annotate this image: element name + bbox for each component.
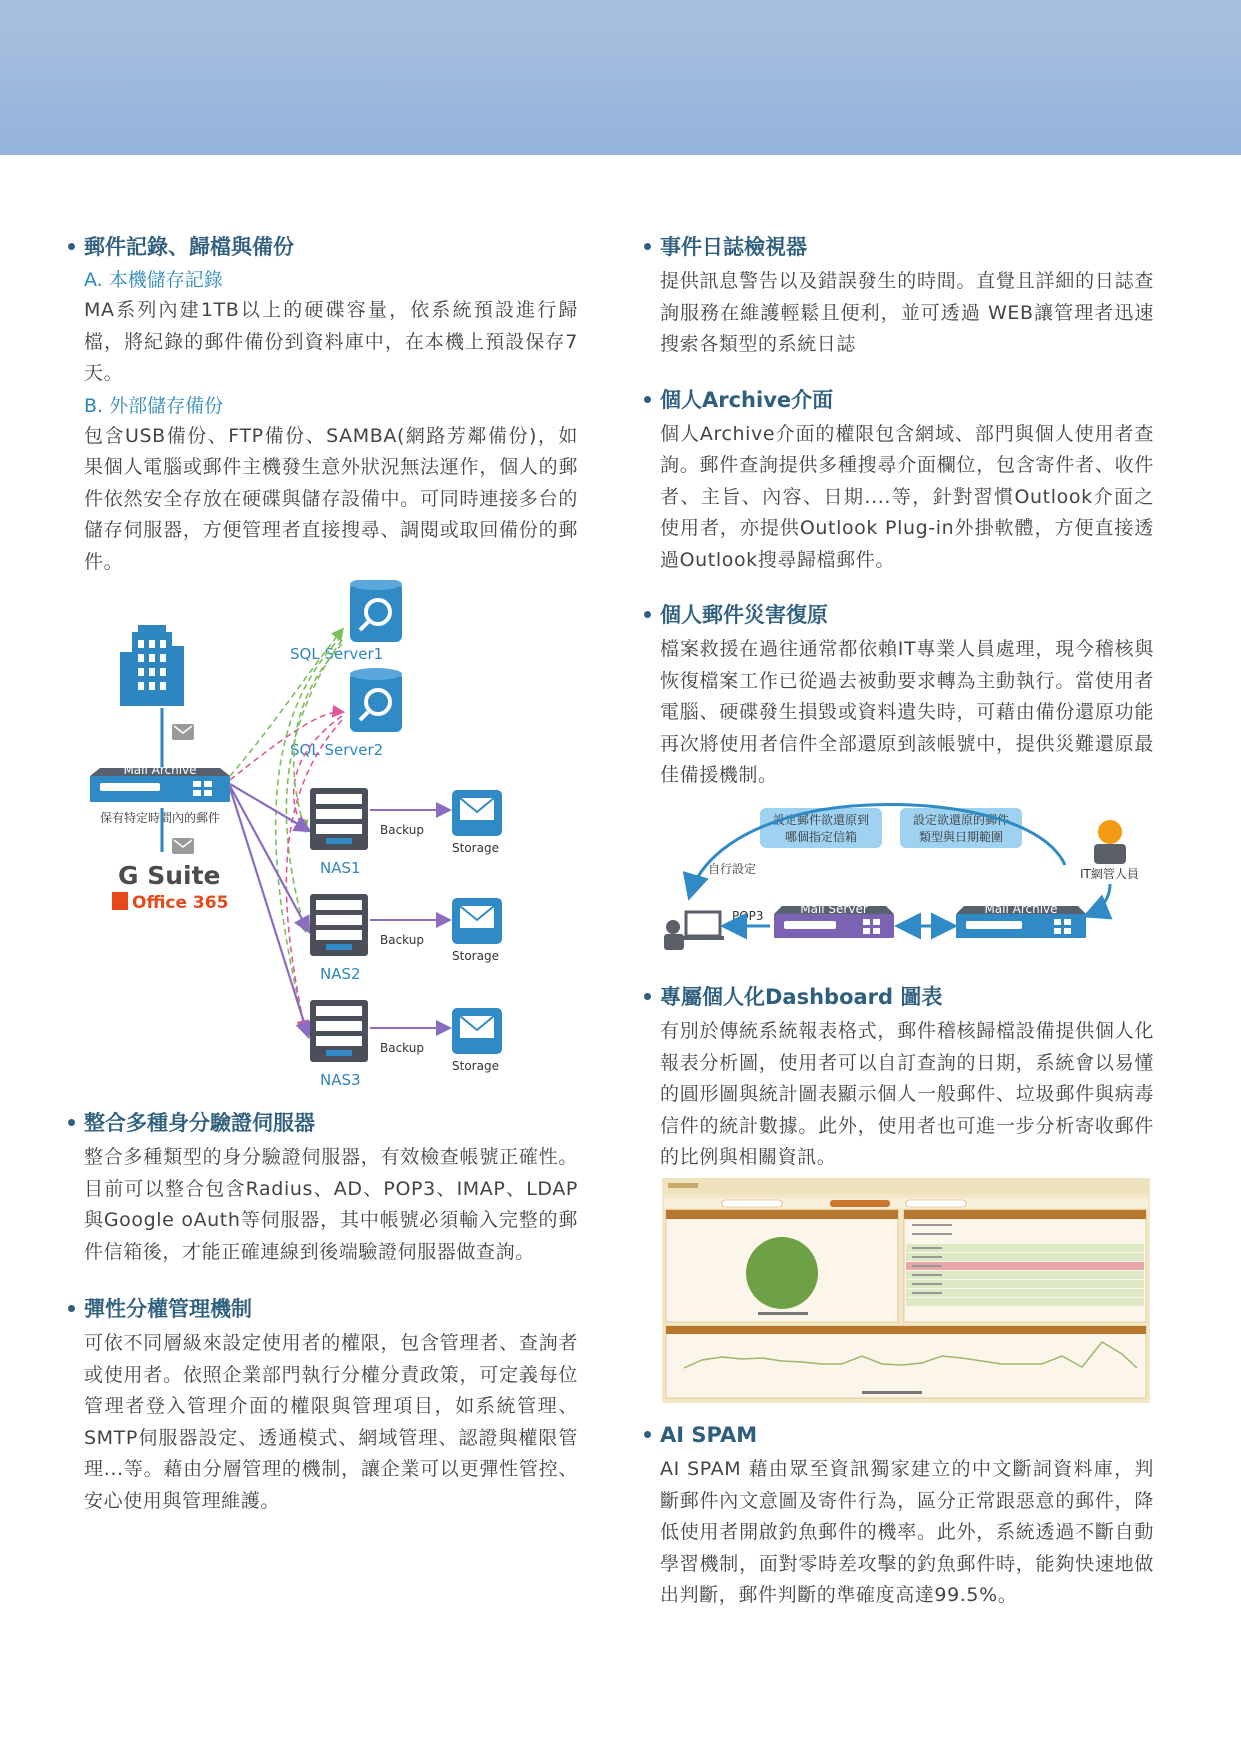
paragraph-local: MA系列內建1TB以上的硬碟容量，依系統預設進行歸檔，將紀錄的郵件備份到資料庫中，在本機上預設保存7天。 [84,299,578,384]
storage-label: Storage [452,1059,499,1073]
section-title-text: 專屬個人化Dashboard 圖表 [660,985,943,1009]
section-title-text: 整合多種身分驗證伺服器 [84,1111,315,1135]
office365-logo: Office 365 [132,893,229,913]
section-title-recovery [644,600,1154,630]
section-title-text: 個人Archive介面 [660,387,834,412]
backup-label: Backup [380,933,424,947]
bullet-icon [644,396,651,403]
pop3-label: POP3 [732,909,764,923]
sql-server-2-label: SQL Server2 [290,741,384,759]
section-title-text: 事件日誌檢視器 [660,235,807,259]
paragraph-dashboard: 有別於傳統系統報表格式，郵件稽核歸檔設備提供個人化報表分析圖，使用者可以自訂查詢的日期，系統會以易懂的圓形圖與統計圖表顯示個人一般郵件、垃圾郵件與病毒信件的統計數據。此外，使用者也可進一步分析寄收郵件的比例與相關資訊。 [660,1020,1154,1168]
step-box-1-line2: 哪個指定信箱 [784,830,858,844]
left-column-lower [68,1108,578,1517]
backup-diagram [80,580,580,1100]
sql-server-1-label: SQL Server1 [290,645,384,663]
section-title-text: 個人郵件災害復原 [660,603,828,627]
paragraph-ai-spam: AI SPAM 藉由眾至資訊獨家建立的中文斷詞資料庫，判斷郵件內文意圖及寄件行為，區分正常跟惡意的郵件，降低使用者開啟釣魚郵件的機率。此外，系統透過不斷自動學習機制，面對零時差攻擊的釣魚郵件時，能夠快速地做出判斷，郵件判斷的準確度高達99.5%。 [660,1458,1154,1606]
bullet-icon [68,1119,75,1126]
gsuite-logo: G Suite [118,861,221,890]
it-admin-label: IT網管人員 [1080,867,1139,881]
section-title-text: 彈性分權管理機制 [84,1297,252,1321]
mail-server-label: Mail Server [800,902,868,916]
keep-label: 保有特定時間內的郵件 [99,811,221,825]
section-title-auth [68,1108,578,1138]
office-icon [112,892,128,910]
section-title-permission [68,1294,578,1324]
paragraph-external: 包含USB備份、FTP備份、SAMBA(網路芳鄰備份)，如果個人電腦或郵件主機發生意外狀況無法運作，個人的郵件依然安全存放在硬碟與儲存設備中。可同時連接多台的儲存伺服器，方便管理者直接搜尋、調閱或取回備份的郵件。 [84,424,578,573]
mail-archive-label: Mail Archive [984,902,1058,916]
sql-server-1-icon [350,580,402,642]
nas-2-label: NAS2 [320,965,361,983]
bullet-icon [68,1305,75,1312]
right-column-lower [644,1420,1154,1612]
nas-3-icon [310,1000,368,1062]
section-title-ai-spam [644,1420,1154,1450]
user-pc-icon [664,912,724,950]
bullet-icon [68,243,75,250]
section-title-event-log [644,232,1154,262]
it-admin-icon [1094,820,1126,864]
mail-archive-device [90,763,230,802]
building-icon [120,625,184,706]
sql-server-2-icon [350,668,402,732]
dashboard-screenshot [662,1178,1150,1403]
storage-1-icon [452,790,502,836]
subheading-external: B. 外部儲存備份 [84,394,224,417]
paragraph-recovery: 檔案救援在過往通常都依賴IT專業人員處理，現今稽核與恢復檔案工作已從過去被動要求轉為主動執行。當使用者電腦、硬碟發生損毀或資料遺失時，可藉由備份還原功能再次將使用者信件全部還原到該帳號中，提供災難還原最佳備援機制。 [660,638,1154,786]
bullet-icon [644,993,651,1000]
subheading-local: A. 本機儲存記錄 [84,269,223,291]
storage-label: Storage [452,949,499,963]
backup-label: Backup [380,823,424,837]
nas-1-icon [310,788,368,850]
step-box-2-line1: 設定欲還原的郵件 [912,813,1010,827]
bullet-icon [644,611,651,618]
storage-label: Storage [452,841,499,855]
step-box-1-line1: 設定郵件欲還原到 [772,813,870,827]
section-title-text: 郵件記錄、歸檔與備份 [84,235,294,259]
right-column-middle [644,982,1154,1174]
self-set-label: 自行設定 [708,862,757,876]
bullet-icon [644,243,651,250]
nas-2-icon [310,894,368,956]
bullet-icon [644,1431,651,1438]
nas-3-label: NAS3 [320,1071,361,1089]
paragraph-permission: 可依不同層級來設定使用者的權限，包含管理者、查詢者或使用者。依照企業部門執行分權分責政策，可定義每位管理者登入管理介面的權限與管理項目，如系統管理、SMTP伺服器設定、透通模式、網域管理、認證與權限管理...等。藉由分層管理的機制，讓企業可以更彈性管控、安心使用與管理維護。 [84,1332,578,1512]
storage-2-icon [452,898,502,944]
left-column [68,232,578,578]
header-banner [0,0,1241,155]
pie-chart [746,1237,818,1309]
section-title-personal-archive [644,385,1154,415]
storage-3-icon [452,1008,502,1054]
paragraph-event-log: 提供訊息警告以及錯誤發生的時間。直覺且詳細的日誌查詢服務在維護輕鬆且便利，並可透過 WEB讓管理者迅速搜索各類型的系統日誌 [660,270,1154,355]
step-box-2-line2: 類型與日期範圍 [918,830,1004,844]
section-title-dashboard [644,982,1154,1012]
archive-lines [230,784,308,1035]
device-label: Mail Archive [123,763,197,777]
section-title-archive [68,232,578,262]
recovery-diagram [660,800,1160,960]
section-title-text: AI SPAM [660,1423,758,1447]
right-column [644,232,1154,792]
backup-label: Backup [380,1041,424,1055]
paragraph-personal-archive: 個人Archive介面的權限包含網域、部門與個人使用者查詢。郵件查詢提供多種搜尋介面欄位，包含寄件者、收件者、主旨、內容、日期....等，針對習慣Outlook介面之使用者，亦提供Outlook Plug-in外掛軟體，方便直接透過Outlook搜尋歸檔郵件。 [660,422,1154,571]
paragraph-auth: 整合多種類型的身分驗證伺服器，有效檢查帳號正確性。目前可以整合包含Radius、AD、POP3、IMAP、LDAP與Google oAuth等伺服器，其中帳號必須輸入完整的郵件信箱後，才能正確連線到後端驗證伺服器做查詢。 [84,1146,578,1263]
nas-1-label: NAS1 [320,859,361,877]
